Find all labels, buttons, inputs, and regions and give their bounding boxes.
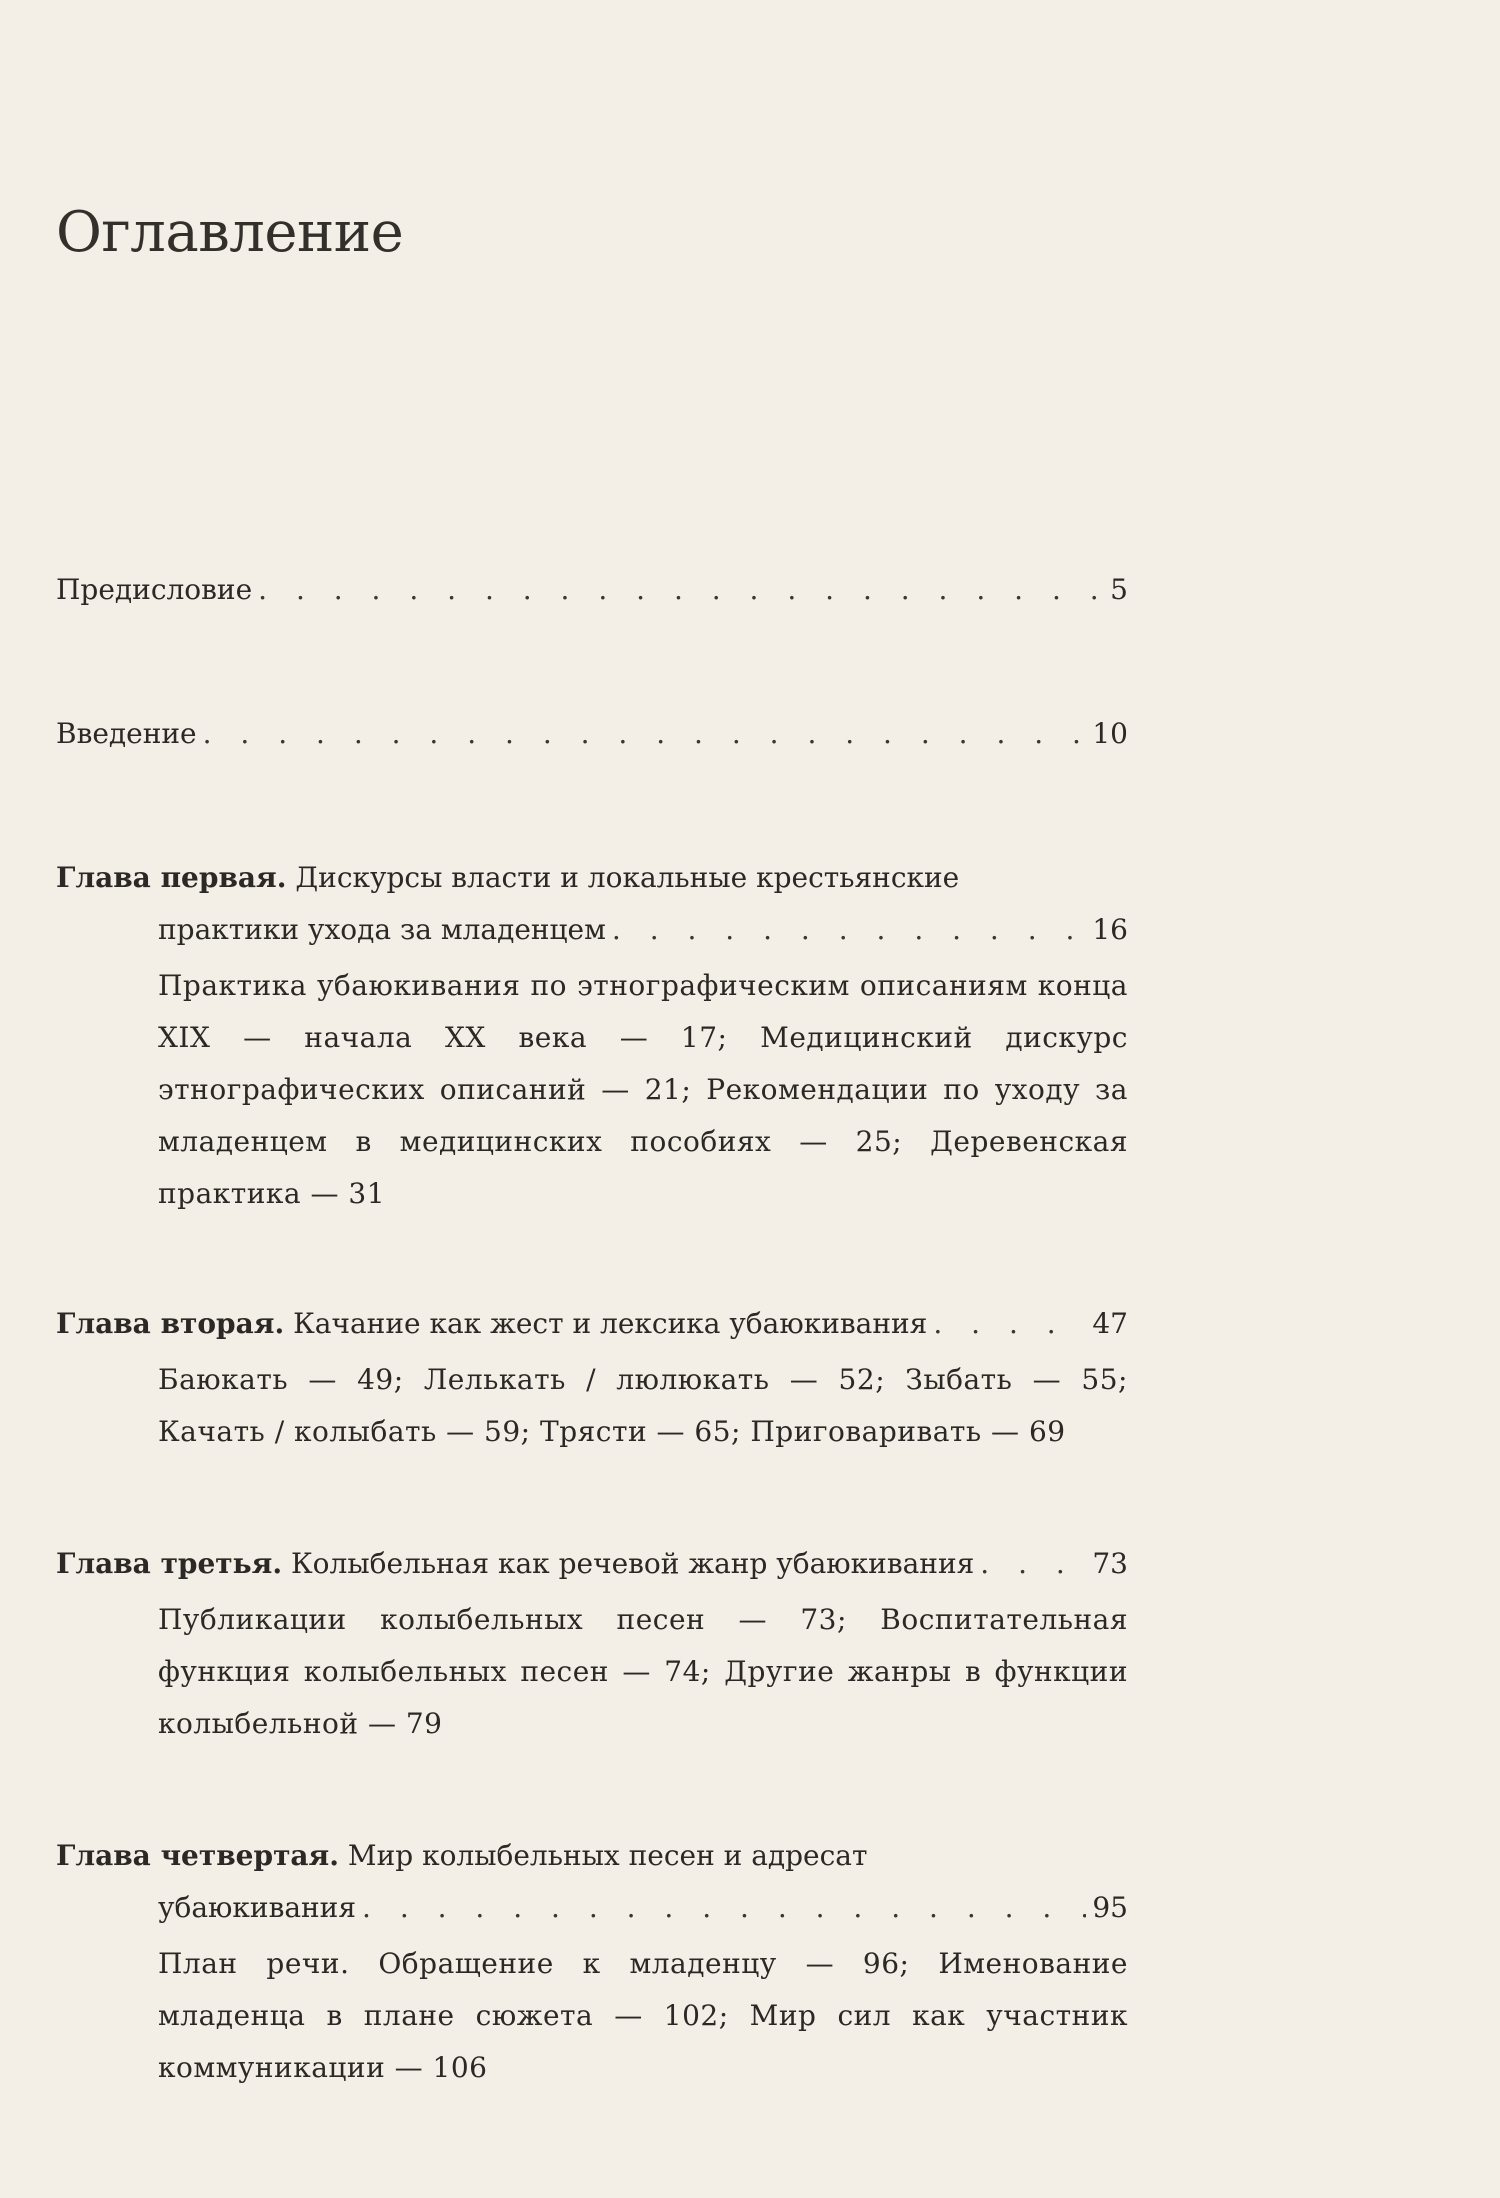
page-number: 73 (1092, 1547, 1128, 1580)
dot-leader (203, 708, 1087, 760)
entry-title: Качание как жест и лексика убаюкивания (293, 1307, 928, 1340)
dot-leader (258, 564, 1104, 616)
page-number: 95 (1092, 1891, 1128, 1924)
entry-title-continued: убаюкивания (158, 1891, 357, 1924)
page-number: 10 (1092, 717, 1128, 750)
chapter-subsections: План речи. Обращение к младенцу — 96; Именование младенца в плане сюжета — 102; Мир сил как участник коммуникации — 106 (158, 1947, 1128, 2084)
entry-title: Колыбельная как речевой жанр убаюкивания (291, 1547, 975, 1580)
entry-title-continued: практики ухода за младенцем (158, 913, 606, 946)
toc-entry-chapter-4[interactable] (56, 1830, 1128, 2094)
dot-leader (612, 904, 1086, 956)
page-number: 16 (1092, 913, 1128, 946)
chapter-subsections: Публикации колыбельных песен — 73; Воспитательная функция колыбельных песен — 74; Другие жанры в функции колыбельной — 79 (158, 1603, 1128, 1740)
toc-entry-preface[interactable] (56, 564, 1128, 616)
dot-leader (933, 1298, 1086, 1350)
toc-entry-chapter-3[interactable] (56, 1538, 1128, 1750)
entry-title: Введение (56, 717, 197, 750)
toc-entry-chapter-2[interactable] (56, 1298, 1128, 1458)
entry-title: Дискурсы власти и локальные крестьянские (295, 861, 960, 894)
page-number: 5 (1110, 573, 1128, 606)
entry-title: Предисловие (56, 573, 253, 606)
chapter-label: Глава четвертая. (56, 1839, 339, 1872)
page-title: Оглавление (56, 200, 404, 265)
dot-leader (362, 1882, 1086, 1934)
entry-title: Мир колыбельных песен и адресат (347, 1839, 868, 1872)
toc-entry-introduction[interactable] (56, 708, 1128, 760)
chapter-subsections: Баюкать — 49; Лелькать / люлюкать — 52; Зыбать — 55; Качать / колыбать — 59; Трясти — 65; Приговаривать — 69 (158, 1363, 1128, 1448)
toc-entry-chapter-1[interactable] (56, 852, 1128, 1220)
chapter-label: Глава третья. (56, 1547, 283, 1580)
chapter-label: Глава вторая. (56, 1307, 285, 1340)
chapter-subsections: Практика убаюкивания по этнографическим описаниям конца XIX — начала XX века — 17; Медицинский дискурс этнографических описаний — 21; Рекомендации по уходу за младенцем в медицинских пособиях — 25; Деревенская практика — 31 (158, 969, 1128, 1210)
page-number: 47 (1092, 1307, 1128, 1340)
dot-leader (980, 1538, 1086, 1590)
chapter-label: Глава первая. (56, 861, 287, 894)
